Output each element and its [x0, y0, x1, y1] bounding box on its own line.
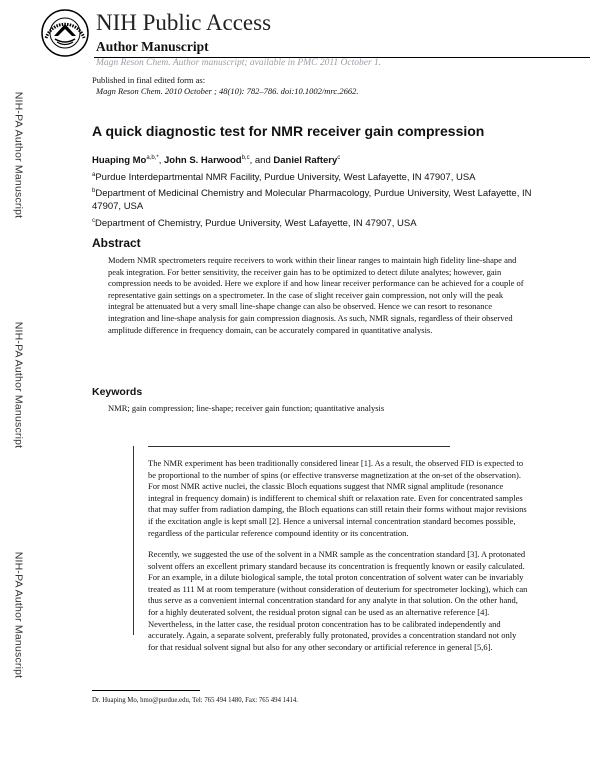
author-sup: c [337, 155, 341, 161]
affiliation-text: Purdue Interdepartmental NMR Facility, Purdue University, West Lafayette, IN 47907, USA [95, 172, 476, 184]
body-top-rule [148, 446, 450, 447]
author-sup: a,b,* [146, 155, 159, 161]
side-label-1 [4, 55, 32, 255]
side-label-text: NIH-PA Author Manuscript [12, 91, 25, 219]
header-journal-line: Magn Reson Chem. Author manuscript; available in PMC 2011 October 1. [96, 58, 382, 68]
affiliation [92, 185, 532, 213]
published-citation [96, 86, 358, 96]
affiliation-sup: c [92, 218, 95, 224]
affiliation-text: Department of Medicinal Chemistry and Molecular Pharmacology, Purdue University, West Lafayette, IN 47907, USA [92, 188, 532, 213]
published-citation-text: Magn Reson Chem. 2010 October ; 48(10): 782–786. doi:10.1002/mrc.2662. [96, 86, 359, 96]
author-separator: , [158, 155, 164, 167]
abstract-heading: Abstract [92, 236, 141, 250]
affiliation-text: Department of Chemistry, Purdue University, West Lafayette, IN 47907, USA [95, 218, 417, 230]
side-label-3 [4, 515, 32, 715]
nih-logo [40, 8, 90, 58]
affiliation-sup: a [92, 172, 96, 178]
author-separator: , and [249, 155, 274, 167]
author-name: Daniel Raftery [273, 155, 338, 167]
keywords-body: NMR; gain compression; line-shape; receiver gain function; quantitative analysis [108, 403, 385, 413]
author-name: John S. Harwood [163, 155, 242, 167]
header-title: NIH Public Access [96, 10, 272, 35]
affiliation-sup: b [92, 188, 96, 194]
author-name: Huaping Mo [92, 155, 147, 167]
body-paragraph: The NMR experiment has been traditionally considered linear [1]. As a result, the observed FID is expected to be proportional to the number of spins (or effective transverse magnetization at the on-set of the observation). For most NMR active nuclei, the classic Bloch equations suggest that NMR signal amplitude (resonance integral in frequency domain) is indifferent to chemical shift or relaxation rate. Even for concentrated samples that may suffer from radiation damping, the Bloch equations can still retain their forms without major revisions if the excitation angle is kept small [2]. Hence a universal internal concentration standard becomes possible, regardless of the particular reference compound identity or its concentration. [148, 458, 527, 538]
footnote-rule [92, 690, 200, 691]
affiliation [92, 215, 532, 230]
author-list [92, 155, 340, 166]
body-left-rule [133, 446, 134, 635]
author-sup: b,c [241, 155, 250, 161]
header-subtitle: Author Manuscript [96, 39, 209, 54]
footnote: Dr. Huaping Mo, hmo@purdue.edu, Tel: 765 494 1480, Fax: 765 494 1414. [92, 697, 298, 704]
article-title: A quick diagnostic test for NMR receiver gain compression [92, 123, 485, 139]
abstract-body: Modern NMR spectrometers require receivers to work within their linear ranges to maintain high fidelity line-shape and peak integration. For better sensitivity, the receiver gain has to be optimized to detect dilute analytes; however, gain compression needs to be avoided. Here we explore if and how linear receiver performance can be achieved for a couple of representative gain settings on a spectrometer. In the case of slight receiver gain compression, not only will the peak integral be attenuated but a very small line-shape change can also be observed. Hence we can resort to resonance integration and line-shape analysis for gain compression diagnosis. As such, NMR signals, regardless of their observed amplitude difference in frequency domain, can be accurately compared in quantitative analysis. [108, 255, 524, 335]
affiliation [92, 169, 532, 184]
published-label: Published in final edited form as: [92, 75, 206, 85]
keywords-heading: Keywords [92, 386, 143, 398]
side-label-text: NIH-PA Author Manuscript [12, 551, 25, 679]
side-label-text: NIH-PA Author Manuscript [12, 321, 25, 449]
body-paragraph: Recently, we suggested the use of the solvent in a NMR sample as the concentration standard [3]. A protonated solvent offers an excellent primary standard because its concentration is frequently known or easily calculated. For an example, in a dilute biological sample, the total proton concentration of solvent water can be invariably treated as 111 M at room temperature (without consideration of deuterium for spectrometer locking), which can thus serve as a convenient internal concentration standard for any analyte in that solution. On the other hand, for a highly deuterated solvent, the residual proton signal can be used as an alternative reference [4]. Nevertheless, in the latter case, the residual proton concentration has to be calibrated independently and accurately. Again, a separate solvent, preferably fully protonated, provides a concentration standard not only for that residual solvent signal but also for any other secondary or artificial reference in general [5,6]. [148, 549, 528, 652]
side-label-2 [4, 285, 32, 485]
